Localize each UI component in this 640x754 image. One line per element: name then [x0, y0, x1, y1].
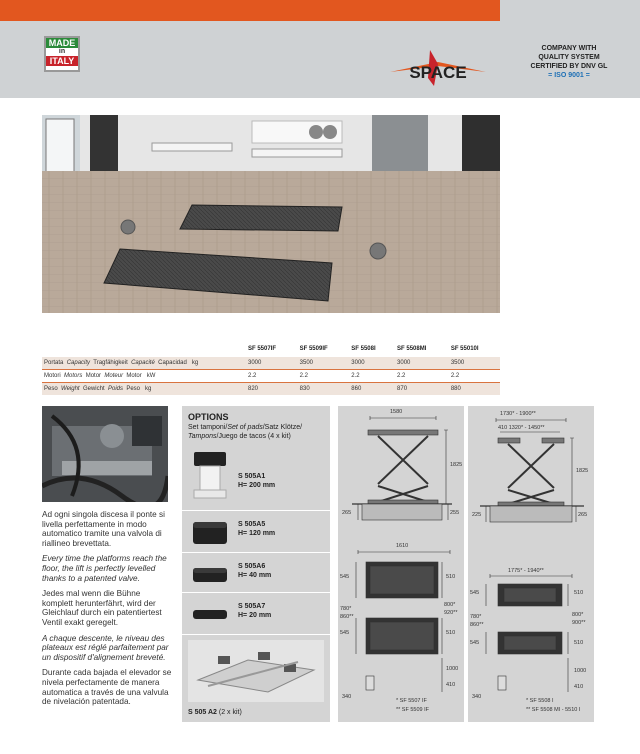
kit-label [188, 709, 242, 716]
cell-value: 3000 [351, 360, 365, 366]
dim-left: 545 [340, 574, 350, 580]
dim-bottom: 340 [472, 694, 482, 700]
dim-right: 1000 [446, 666, 459, 672]
cell-value: 3000 [397, 360, 411, 366]
cell-value: 3500 [450, 360, 465, 366]
dim-right: 920** [444, 610, 458, 616]
italy-label: ITALY [46, 56, 78, 66]
dim-right: 510 [574, 640, 584, 646]
row-label: Motor [85, 373, 102, 379]
option-divider [182, 510, 330, 511]
row-label: Weight [61, 386, 80, 392]
cell-value: 2.2 [397, 373, 406, 379]
diagram-drawing [468, 406, 594, 722]
specification-table [42, 341, 500, 392]
cell-value: 860 [351, 386, 362, 392]
dim-right: 410 [574, 684, 584, 690]
dim-height: 1825 [450, 462, 463, 468]
row-label: Motori [44, 373, 61, 379]
space-logo-text: SPACE [409, 63, 467, 82]
dim-inner-width: 410 1320* - 1450** [498, 425, 545, 431]
row-unit: kW [146, 373, 156, 379]
row-label: Moteur [104, 373, 124, 379]
dim-bottom: 340 [342, 694, 352, 700]
extension-kit-photo [188, 640, 324, 702]
row-unit: kg [191, 360, 199, 366]
footnote-1: * SF 5507 IF [396, 698, 427, 704]
made-label: MADE [46, 38, 78, 48]
cell-value: 820 [248, 386, 259, 392]
cell-value: 880 [450, 386, 461, 392]
option-item [182, 450, 330, 508]
cell-value: 3500 [299, 360, 313, 366]
pad-120-icon [190, 516, 230, 548]
row-label: Motors [64, 373, 83, 379]
cert-iso: = ISO 9001 = [548, 72, 590, 79]
cell-value: 2.2 [450, 373, 460, 379]
option-height: H= 40 mm [238, 572, 272, 579]
spec-header-row [42, 341, 500, 357]
row-label: Capacity [66, 360, 91, 366]
dim-right: 1000 [574, 668, 587, 674]
spec-row-capacity [42, 357, 500, 370]
in-label: in [58, 48, 66, 55]
dim-right: 410 [446, 682, 456, 688]
space-logo [388, 48, 488, 88]
subtitle-part: Set of pads [227, 424, 263, 431]
kit-code: S 505 A2 [188, 709, 217, 716]
dim-right: 800* [572, 612, 584, 618]
row-label: Poids [107, 386, 123, 392]
made-in-italy-badge [44, 36, 80, 72]
cert-line-1: COMPANY WITH [541, 45, 597, 52]
cert-line-2: QUALITY SYSTEM [538, 54, 600, 61]
option-divider [182, 552, 330, 553]
row-label: Capacidad [158, 360, 187, 366]
options-panel [182, 406, 330, 722]
row-label: Gewicht [82, 386, 105, 392]
dim-left: 545 [470, 640, 480, 646]
workshop-floor-photo [42, 115, 500, 313]
cell-value: 830 [299, 386, 310, 392]
row-label: Capacité [131, 360, 155, 366]
dim-right: 510 [446, 574, 456, 580]
cell-value: 2.2 [351, 373, 360, 379]
cell-value: 2.2 [299, 373, 308, 379]
diagram-drawing [338, 406, 464, 722]
row-label: Portata [44, 360, 64, 366]
options-title: OPTIONS [188, 412, 229, 422]
dim-top-width: 1730* - 1900** [500, 411, 536, 417]
dim-height: 1825 [576, 468, 589, 474]
cert-line-3: CERTIFIED BY DNV GL [530, 63, 608, 70]
dim-left: 780* [340, 606, 352, 612]
option-item [182, 594, 330, 634]
option-height: H= 200 mm [238, 482, 276, 489]
footnote-1: * SF 5508 I [526, 698, 554, 704]
option-height: H= 20 mm [238, 612, 272, 619]
spec-row-weight [42, 383, 500, 396]
dim-left: 860** [470, 622, 484, 628]
model-4: SF 5508MI [397, 346, 427, 352]
option-code: S 505A6 [238, 563, 266, 570]
dim-right: 800* [444, 602, 456, 608]
model-3: SF 5508I [351, 346, 376, 352]
option-code: S 505A7 [238, 603, 266, 610]
model-1: SF 5507IF [248, 346, 277, 352]
row-label: Tragfähigkeit [93, 360, 128, 366]
row-unit: kg [145, 386, 152, 392]
model-2: SF 5509IF [299, 346, 328, 352]
cell-value: 2.2 [248, 373, 257, 379]
tall-pad-icon [190, 450, 230, 502]
dim-top-width: 1580 [390, 409, 403, 415]
cell-value: 3000 [248, 360, 262, 366]
orange-accent-bar [0, 0, 500, 21]
option-height: H= 120 mm [238, 530, 276, 537]
subtitle-part: /Juego de tacos (4 x kit) [216, 432, 291, 440]
option-code: S 505A5 [238, 521, 266, 528]
model-5: SF 55010I [450, 346, 479, 352]
option-code: S 505A1 [238, 473, 266, 480]
valve-mechanism-photo [42, 406, 168, 502]
levelling-description [42, 510, 172, 713]
dim-left-depth: 265 [342, 510, 352, 516]
desc-english: Every time the platforms reach the floor, the lift is perfectly levelled thanks to a patented valve. [42, 554, 167, 583]
dim-right: 900** [572, 620, 586, 626]
dim-plan-width: 1775* - 1940** [508, 568, 544, 574]
row-label: Peso [44, 386, 58, 392]
dim-left: 860** [340, 614, 354, 620]
options-subtitle [188, 424, 328, 441]
subtitle-part: /Satz Klötze/ [262, 424, 303, 431]
dim-right-depth: 265 [578, 512, 588, 518]
footnote-2: ** SF 5508 MI - 5510 I [526, 707, 581, 713]
cell-value: 870 [397, 386, 408, 392]
dim-right-depth: 255 [450, 510, 460, 516]
dim-left: 545 [470, 590, 480, 596]
dim-plan-width: 1610 [396, 543, 409, 549]
desc-italian: Ad ogni singola discesa il ponte si livella perfettamente in modo automatico tramite una valvola di riallineo brevettata. [42, 510, 165, 548]
row-label: Peso [126, 386, 141, 392]
footnote-2: ** SF 5509 IF [396, 707, 430, 713]
subtitle-part: Tampons [188, 432, 217, 440]
technical-diagram-2 [468, 406, 594, 722]
subtitle-part: Set tamponi/ [188, 424, 228, 431]
certification-block [510, 44, 628, 80]
dim-right: 510 [574, 590, 584, 596]
dim-left-depth: 225 [472, 512, 482, 518]
desc-spanish: Durante cada bajada el elevador se nivela perfectamente de manera automatica a través de una valvula de nivelación patentada. [42, 668, 172, 707]
desc-french: A chaque descente, le niveau des plateaux est réglé parfaitement par un dispositif d'alignement breveté. [42, 633, 169, 662]
pad-20-icon [190, 600, 230, 626]
option-divider [182, 592, 330, 593]
row-label: Motor [126, 373, 142, 379]
technical-diagram-1 [338, 406, 464, 722]
kit-qty: (2 x kit) [218, 709, 242, 716]
desc-german: Jedes mal wenn die Bühne komplett herunterfährt, wird der Gleichlauf durch ein patentiertest Ventil exakt geregelt. [42, 589, 162, 627]
spec-row-motors [42, 370, 500, 383]
dim-right: 510 [446, 630, 456, 636]
dim-left: 780* [470, 614, 482, 620]
option-divider [182, 634, 330, 635]
pad-40-icon [190, 560, 230, 588]
dim-left: 545 [340, 630, 350, 636]
